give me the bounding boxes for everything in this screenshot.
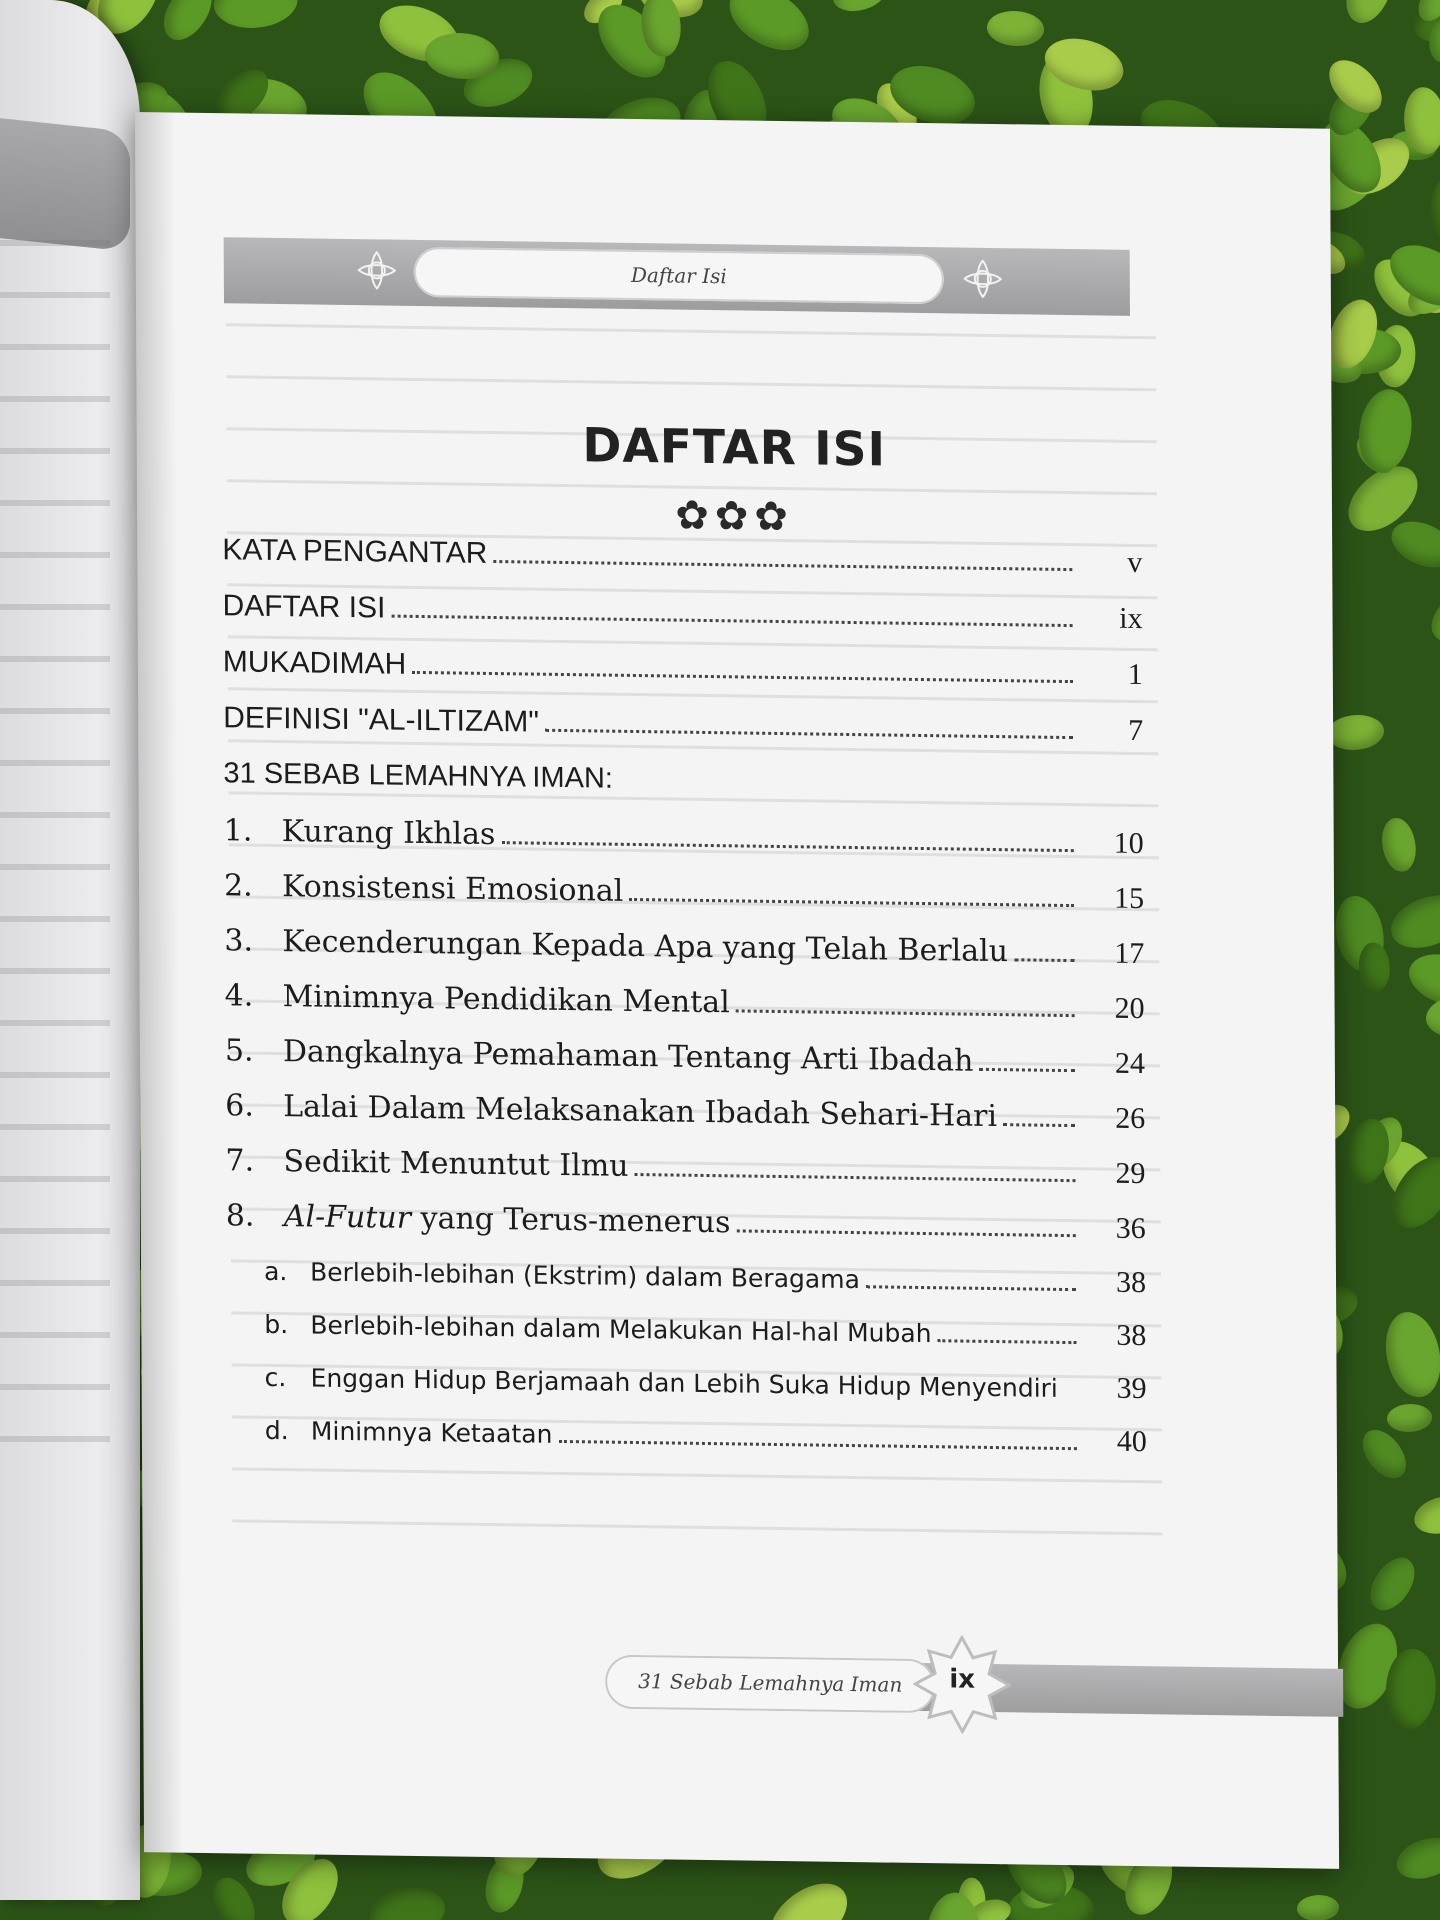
dot-leader [635,1173,1076,1182]
leaf-shape [719,0,820,65]
dot-leader [501,841,1073,852]
leaf-shape [1411,1492,1440,1537]
book-page [135,112,1339,1869]
leaf-shape [830,0,888,14]
page-number: ix [949,1664,976,1695]
leaf-shape [1380,816,1418,872]
toc-entry-page: 7 [1128,713,1144,748]
chapter-page: 29 [1115,1156,1146,1191]
chapter-number: 5. [224,1033,254,1069]
chapter-page: 24 [1114,1046,1145,1081]
subsection-letter: c. [264,1362,287,1393]
footer-book-title: 31 Sebab Lemahnya Iman [637,1669,903,1697]
chapter-label: Dangkalnya Pemahaman Tentang Arti Ibadah [282,1034,974,1079]
chapter-number: 6. [225,1088,254,1124]
dot-leader [412,671,1073,683]
chapter-label: Sedikit Menuntut Ilmu [283,1144,629,1184]
toc-entry-label: DAFTAR ISI [222,589,386,625]
header-running-title: Daftar Isi [630,262,727,289]
leaf-shape [758,1872,859,1920]
leaf-shape [1359,943,1390,992]
dot-leader [736,1009,1075,1017]
dot-leader [736,1229,1075,1237]
chapter-label: Kecenderungan Kepada Apa yang Telah Berlalu [282,924,1009,970]
leaf-shape [1297,1895,1340,1920]
leaf-shape [1421,580,1440,651]
previous-page-header-band [0,118,130,252]
chapter-label: Minimnya Pendidikan Mental [282,979,730,1021]
header-title-pill [414,247,944,304]
chapter-page: 15 [1113,881,1145,916]
table-of-contents [222,533,1147,1478]
toc-entry-page: v [1127,545,1143,580]
dot-leader [1014,958,1074,962]
subsection-letter: d. [264,1415,289,1446]
chapter-number: 4. [224,978,254,1014]
toc-entry-page: ix [1119,601,1143,636]
leaf-shape [1351,384,1420,477]
toc-entry-label: DEFINISI "AL-ILTIZAM" [223,701,540,739]
dot-leader [493,560,1072,571]
leaf-shape [214,0,299,28]
subsection-page: 38 [1115,1265,1147,1300]
chapter-label: Kurang Ikhlas [281,814,496,853]
subsection-label: Minimnya Ketaatan [310,1416,553,1449]
subsection-page: 40 [1116,1424,1147,1459]
chapter-page: 36 [1115,1211,1146,1246]
toc-entry-page: 1 [1127,657,1143,692]
subsection-label: Enggan Hidup Berjamaah dan Lebih Suka Hidup Menyendiri [310,1363,1058,1403]
toc-entry-label: MUKADIMAH [222,645,407,681]
arabesque-ornament-right-icon [960,256,1006,303]
chapter-label: Lalai Dalam Melaksanakan Ibadah Sehari-Hari [283,1089,998,1135]
chapter-label: Konsistensi Emosional [281,869,624,909]
leaf-shape [984,8,1045,51]
subsection-letter: a. [263,1256,288,1287]
footer-title-pill [605,1655,935,1714]
page-title: DAFTAR ISI [582,418,887,478]
chapter-page: 10 [1113,826,1144,861]
chapter-label-italic: Al-Futur [283,1199,412,1236]
leaf-shape [1336,0,1403,30]
chapter-label [284,1199,731,1240]
running-header [224,237,1130,316]
flower-ornament-icon: ✿✿✿ [675,492,794,540]
previous-page-edge [0,0,140,1900]
dot-leader [938,1339,1077,1344]
dot-leader [866,1285,1076,1291]
chapter-number: 1. [223,813,253,849]
leaf-shape [1381,1308,1440,1400]
leaf-shape [153,0,223,48]
dot-leader [545,729,1073,739]
subsection-letter: b. [264,1309,289,1340]
leaf-shape [368,1885,447,1920]
chapter-page: 20 [1114,991,1145,1026]
leaf-shape [1392,1832,1440,1883]
chapter-page: 17 [1114,936,1145,971]
dot-leader [629,898,1074,907]
leaf-shape [1327,715,1384,750]
leaf-shape [1361,1550,1425,1617]
subsection-page: 39 [1116,1371,1147,1406]
dot-leader [391,615,1072,628]
chapter-number: 2. [223,868,253,904]
leaf-shape [1385,888,1440,955]
subsection-page: 38 [1116,1318,1147,1353]
chapter-label-rest: yang Terus-menerus [410,1200,731,1241]
leaf-shape [1426,995,1440,1039]
chapter-number: 7. [225,1143,255,1179]
section-heading-label: 31 SEBAB LEMAHNYA IMAN: [223,757,614,795]
subsection-label: Berlebih-lebihan dalam Melakukan Hal-hal Mubah [310,1310,932,1349]
dot-leader [979,1068,1075,1072]
previous-page-text-ghost [0,240,140,1488]
dot-leader [1003,1123,1075,1127]
dot-leader [558,1440,1076,1450]
chapter-number: 3. [224,923,254,959]
leaf-shape [1387,1403,1433,1433]
chapter-page: 26 [1115,1101,1146,1136]
toc-entry-label: KATA PENGANTAR [222,533,488,570]
chapter-number: 8. [225,1198,255,1234]
arabesque-ornament-left-icon [354,247,400,294]
subsection-label: Berlebih-lebihan (Ekstrim) dalam Beragama [309,1257,860,1295]
